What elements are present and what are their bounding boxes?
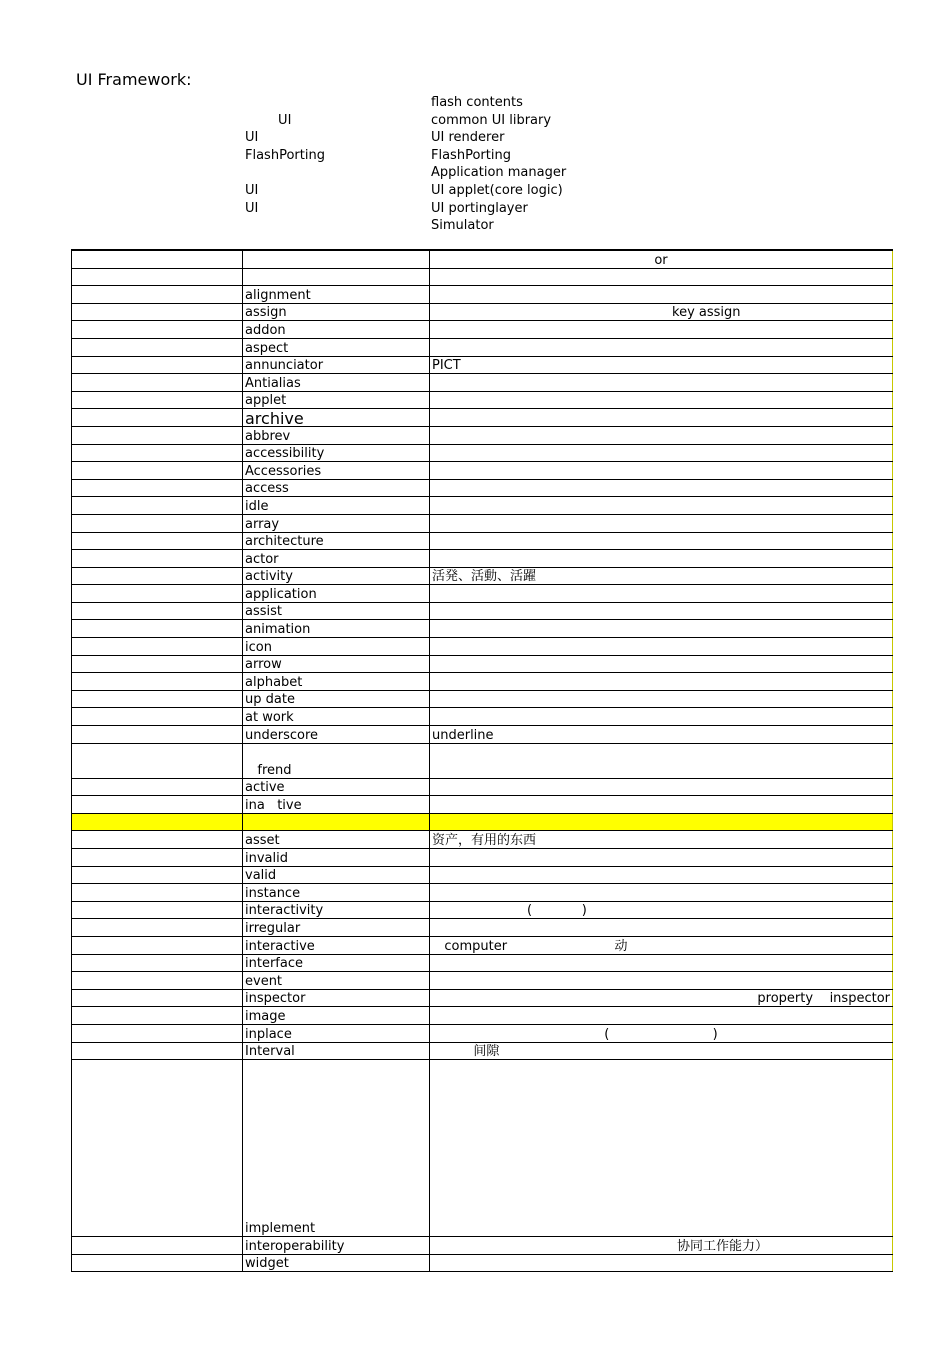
- meaning-cell: [430, 673, 893, 691]
- meaning-cell: [430, 532, 893, 550]
- row-index-cell: [72, 972, 243, 990]
- meaning-cell: computer 动: [430, 936, 893, 954]
- meaning-cell: [430, 374, 893, 392]
- table-row: [72, 338, 893, 356]
- table-row: [72, 655, 893, 673]
- legend-component-name: common UI library: [431, 112, 552, 128]
- row-index-cell: [72, 585, 243, 603]
- row-index-cell: [72, 884, 243, 902]
- table-row: [72, 620, 893, 638]
- table-row: [72, 1060, 893, 1237]
- page-heading: UI Framework:: [76, 70, 192, 89]
- term-cell: array: [243, 514, 430, 532]
- table-row: [72, 602, 893, 620]
- meaning-cell: [430, 849, 893, 867]
- meaning-cell: PICT: [430, 356, 893, 374]
- term-cell: instance: [243, 884, 430, 902]
- term-cell: activity: [243, 567, 430, 585]
- table-row: [72, 585, 893, 603]
- row-index-cell: [72, 638, 243, 656]
- meaning-cell: 活発、活動、活躍: [430, 567, 893, 585]
- term-cell: at work: [243, 708, 430, 726]
- legend-component-name: UI applet(core logic): [431, 183, 563, 198]
- table-row: [72, 743, 893, 778]
- row-index-cell: [72, 690, 243, 708]
- row-index-cell: [72, 936, 243, 954]
- row-index-cell: [72, 409, 243, 427]
- row-index-cell: [72, 796, 243, 814]
- term-cell: interactive: [243, 936, 430, 954]
- meaning-cell: key assign: [430, 303, 893, 321]
- row-index-cell: [72, 901, 243, 919]
- term-cell: active: [243, 778, 430, 796]
- term-cell: arrow: [243, 655, 430, 673]
- row-index-cell: [72, 532, 243, 550]
- term-cell: implement: [243, 1060, 430, 1237]
- row-index-cell: [72, 567, 243, 585]
- term-cell: abbrev: [243, 426, 430, 444]
- term-cell: invalid: [243, 849, 430, 867]
- table-row: [72, 778, 893, 796]
- meaning-cell: [430, 321, 893, 339]
- meaning-cell: [430, 884, 893, 902]
- legend-component-name: Simulator: [431, 218, 494, 234]
- legend-row: [0, 129, 950, 146]
- meaning-cell: 资产，有用的东西: [430, 831, 893, 849]
- term-cell: alignment: [243, 286, 430, 304]
- table-row: [72, 426, 893, 444]
- meaning-cell: [430, 690, 893, 708]
- table-row: [72, 532, 893, 550]
- meaning-cell: [430, 338, 893, 356]
- term-cell: interoperability: [243, 1237, 430, 1255]
- row-index-cell: [72, 338, 243, 356]
- row-index-cell: [72, 989, 243, 1007]
- table-row: [72, 1254, 893, 1272]
- legend-row: [0, 200, 950, 217]
- table-row: [72, 374, 893, 392]
- legend-component-name: Application manager: [431, 165, 567, 181]
- term-cell: frend: [243, 743, 430, 778]
- term-cell: annunciator: [243, 356, 430, 374]
- meaning-cell: [430, 743, 893, 778]
- row-index-cell: [72, 673, 243, 691]
- meaning-cell: 协同工作能力）: [430, 1237, 893, 1255]
- term-cell: inspector: [243, 989, 430, 1007]
- term-cell: ina tive: [243, 796, 430, 814]
- legend-row: [0, 164, 950, 181]
- row-index-cell: [72, 1254, 243, 1272]
- term-cell: interface: [243, 954, 430, 972]
- meaning-cell: [430, 426, 893, 444]
- term-cell: aspect: [243, 338, 430, 356]
- meaning-cell: [430, 391, 893, 409]
- legend-layer-label: UI: [245, 183, 259, 198]
- table-row: [72, 708, 893, 726]
- meaning-cell: [430, 585, 893, 603]
- table-row: [72, 444, 893, 462]
- table-row: [72, 884, 893, 902]
- meaning-cell: [430, 1007, 893, 1025]
- term-cell: Accessories: [243, 462, 430, 480]
- term-cell: Antialias: [243, 374, 430, 392]
- legend-component-name: FlashPorting: [431, 147, 511, 163]
- table-row: [72, 919, 893, 937]
- term-cell: access: [243, 479, 430, 497]
- term-cell: application: [243, 585, 430, 603]
- table-row: [72, 286, 893, 304]
- table-row: [72, 303, 893, 321]
- table-row: [72, 567, 893, 585]
- glossary-table: [71, 249, 893, 1272]
- row-index-cell: [72, 514, 243, 532]
- row-index-cell: [72, 497, 243, 515]
- meaning-cell: [430, 919, 893, 937]
- meaning-cell: [430, 708, 893, 726]
- meaning-cell: property inspector: [430, 989, 893, 1007]
- legend-component-name: UI portinglayer: [431, 200, 528, 216]
- row-index-cell: [72, 866, 243, 884]
- term-cell: widget: [243, 1254, 430, 1272]
- term-cell: applet: [243, 391, 430, 409]
- term-cell: [243, 813, 430, 831]
- meaning-cell: [430, 286, 893, 304]
- legend-layer-label: UI: [245, 130, 259, 146]
- row-index-cell: [72, 849, 243, 867]
- term-cell: Interval: [243, 1042, 430, 1060]
- term-cell: asset: [243, 831, 430, 849]
- row-index-cell: [72, 813, 243, 831]
- row-index-cell: [72, 1024, 243, 1042]
- meaning-cell: ( ): [430, 901, 893, 919]
- legend-row: [0, 147, 950, 164]
- table-row: [72, 1237, 893, 1255]
- legend-row: [0, 112, 950, 129]
- legend-layer-label: FlashPorting: [245, 147, 325, 163]
- row-index-cell: [72, 778, 243, 796]
- table-row: [72, 479, 893, 497]
- legend-row: [0, 94, 950, 111]
- meaning-cell: [430, 462, 893, 480]
- meaning-cell: [430, 620, 893, 638]
- legend-layer-label: UI: [245, 112, 292, 128]
- term-cell: archive: [243, 409, 430, 427]
- meaning-cell: [430, 954, 893, 972]
- row-index-cell: [72, 708, 243, 726]
- row-index-cell: [72, 444, 243, 462]
- table-row: [72, 1042, 893, 1060]
- term-cell: alphabet: [243, 673, 430, 691]
- meaning-cell: [430, 813, 893, 831]
- term-cell: interactivity: [243, 901, 430, 919]
- table-row: [72, 849, 893, 867]
- meaning-cell: [430, 866, 893, 884]
- table-row: [72, 796, 893, 814]
- row-index-cell: [72, 655, 243, 673]
- table-row: [72, 866, 893, 884]
- legend-component-name: UI renderer: [431, 130, 505, 146]
- row-index-cell: [72, 268, 243, 286]
- meaning-cell: [430, 479, 893, 497]
- row-index-cell: [72, 954, 243, 972]
- row-index-cell: [72, 726, 243, 744]
- term-cell: underscore: [243, 726, 430, 744]
- meaning-cell: [430, 796, 893, 814]
- term-cell: addon: [243, 321, 430, 339]
- row-index-cell: [72, 250, 243, 268]
- meaning-cell: [430, 1060, 893, 1237]
- meaning-cell: ( ): [430, 1024, 893, 1042]
- table-row: [72, 813, 893, 831]
- table-row: [72, 726, 893, 744]
- term-cell: idle: [243, 497, 430, 515]
- table-row: [72, 409, 893, 427]
- table-row: [72, 391, 893, 409]
- table-row: [72, 972, 893, 990]
- table-row: [72, 638, 893, 656]
- table-row: [72, 1024, 893, 1042]
- row-index-cell: [72, 356, 243, 374]
- meaning-cell: [430, 268, 893, 286]
- row-index-cell: [72, 743, 243, 778]
- row-index-cell: [72, 620, 243, 638]
- meaning-cell: [430, 514, 893, 532]
- meaning-cell: [430, 602, 893, 620]
- row-index-cell: [72, 321, 243, 339]
- row-index-cell: [72, 1060, 243, 1237]
- table-row: [72, 831, 893, 849]
- table-row: [72, 936, 893, 954]
- table-row: [72, 550, 893, 568]
- table-row: [72, 356, 893, 374]
- term-cell: assign: [243, 303, 430, 321]
- meaning-cell: [430, 778, 893, 796]
- legend-row: [0, 217, 950, 234]
- term-cell: animation: [243, 620, 430, 638]
- row-index-cell: [72, 1042, 243, 1060]
- meaning-cell: [430, 638, 893, 656]
- row-index-cell: [72, 286, 243, 304]
- table-row: [72, 497, 893, 515]
- term-cell: event: [243, 972, 430, 990]
- term-cell: architecture: [243, 532, 430, 550]
- table-row: [72, 901, 893, 919]
- row-index-cell: [72, 1237, 243, 1255]
- meaning-cell: [430, 444, 893, 462]
- row-index-cell: [72, 919, 243, 937]
- meaning-cell: underline: [430, 726, 893, 744]
- legend-layer-label: UI: [245, 200, 259, 216]
- row-index-cell: [72, 479, 243, 497]
- term-cell: icon: [243, 638, 430, 656]
- row-index-cell: [72, 391, 243, 409]
- legend-row: [0, 182, 950, 199]
- term-cell: up date: [243, 690, 430, 708]
- table-row: [72, 250, 893, 268]
- term-cell: irregular: [243, 919, 430, 937]
- term-cell: image: [243, 1007, 430, 1025]
- table-row: [72, 989, 893, 1007]
- term-cell: [243, 268, 430, 286]
- table-row: [72, 462, 893, 480]
- meaning-cell: [430, 655, 893, 673]
- row-index-cell: [72, 1007, 243, 1025]
- table-row: [72, 690, 893, 708]
- term-cell: inplace: [243, 1024, 430, 1042]
- table-row: [72, 514, 893, 532]
- term-cell: valid: [243, 866, 430, 884]
- row-index-cell: [72, 602, 243, 620]
- meaning-cell: [430, 1254, 893, 1272]
- row-index-cell: [72, 374, 243, 392]
- row-index-cell: [72, 462, 243, 480]
- row-index-cell: [72, 831, 243, 849]
- table-row: [72, 673, 893, 691]
- meaning-cell: [430, 972, 893, 990]
- meaning-cell: [430, 497, 893, 515]
- meaning-cell: or: [430, 250, 893, 268]
- term-cell: [243, 250, 430, 268]
- legend-component-name: flash contents: [431, 95, 523, 110]
- row-index-cell: [72, 426, 243, 444]
- term-cell: actor: [243, 550, 430, 568]
- meaning-cell: [430, 409, 893, 427]
- row-index-cell: [72, 303, 243, 321]
- table-row: [72, 954, 893, 972]
- term-cell: assist: [243, 602, 430, 620]
- row-index-cell: [72, 550, 243, 568]
- table-row: [72, 1007, 893, 1025]
- meaning-cell: 间隙: [430, 1042, 893, 1060]
- term-cell: accessibility: [243, 444, 430, 462]
- table-row: [72, 268, 893, 286]
- table-row: [72, 321, 893, 339]
- meaning-cell: [430, 550, 893, 568]
